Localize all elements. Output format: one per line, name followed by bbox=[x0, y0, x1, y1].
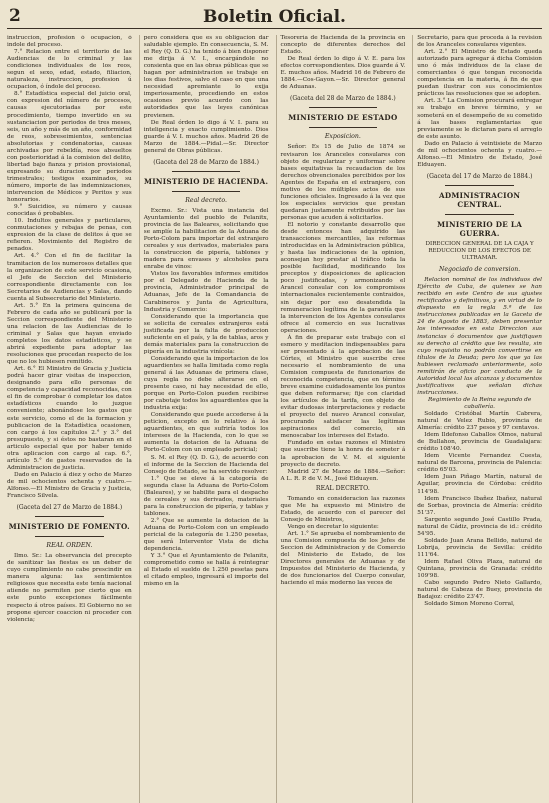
subheading-real-decreto: REAL DECRETO. bbox=[315, 484, 370, 492]
paragraph: Considerando que la importancia que se solicita de cereales extranjeros está justificada por la falta de produccion suficiente en el país, y la de tablas, aros y demás materiales para la construccion de pipería en la industria vinícola: bbox=[143, 313, 269, 355]
paragraph: 2.° Que se aumente la dotacion de la Aduana de Porto-Colom con un empleado pericial de la categoría de 1.250 pesetas, que será Interventor Vista de dicha dependencia. bbox=[143, 517, 269, 553]
page-header bbox=[7, 6, 542, 29]
column-4 bbox=[412, 35, 542, 803]
section-heading-hacienda: MINISTERIO DE HACIENDA. bbox=[143, 176, 269, 186]
subheading-direccion: DIRECCION GENERAL DE LA CAJA Y REDUCCION DE LOS EFECTOS DE ULTRAMAR. bbox=[425, 240, 534, 262]
paragraph: instruccion, profesion ó ocupacion, ó indole del proceso. bbox=[7, 35, 132, 49]
paragraph: S. M. el Rey (Q. D. G.), de acuerdo con el informe de la Seccion de Hacienda del Consejo de Estado, se ha servido resolver: bbox=[143, 454, 269, 475]
subheading-exposicion: Exposicion. bbox=[324, 133, 361, 141]
section-heading-estado: MINISTERIO DE ESTADO bbox=[288, 113, 398, 123]
gazette-reference: (Gaceta del 17 de Marzo de 1884.) bbox=[426, 172, 533, 180]
paragraph: Art. 6.° El Ministro de Gracia y Justicia podrá hacer girar visitas de inspeccion, designando para ello personas de competencia y capacidad reconocidas, con el fin de comprobar ó completar los datos estadísticos cuando lo juzgue conveniente; abonándose los gastos que este servicio, como el de la formacion y publicacion de la Estadística ocasionen, con cargo á los capítulos 2.° y 3.° del presupuesto, y si éstos no bastaran en el articulo especial que por haber tenido otra aplicacion con cargo al cap. 6.°, artículo 5.° de gastos reservados de la Administracion de justicia. bbox=[7, 366, 132, 471]
paragraph: Á fin de preparar este trabajo con el esmero y meditacion indispensables para ser presentado á la aprobacion de las Córtes, el Ministro que suscribe cree necesario el nombramiento de una Comision compuesta de funcionarios de reconocida competencia, que en término breve examine cuidadosamente los puntos que deben reformarse; fije con claridad los artículos de la tarifa, con objeto de evitar dudosas interpretaciones y redacte el proyecto del nuevo Arancel consular, procurando satisfacer las legítimas aspiraciones del comercio, sin menoscabar los intereses del Estado. bbox=[280, 334, 406, 440]
paragraph: De Real órden lo digo á V. I. para su inteligencia y exacto cumplimiento. Dios guarde á V. I. muchos años. Madrid 26 de Marzo de 1884.—Pidal.—Sr. Director general de Obras públicas. bbox=[143, 119, 269, 154]
paragraph: Sargento segundo José Castillo Prada, natural de Cádiz, provincia de id.: crédito 54'95. bbox=[417, 516, 542, 537]
paragraph: Art. 3.° La Comision procurará entregar su trabajo en breve término, y se someterá en el desempeño de su cometido á las bases reglamentarias que previamente se le dictaran para el arreglo de este asunto. bbox=[417, 98, 542, 140]
page-number: 2 bbox=[9, 6, 21, 26]
paragraph: Madrid 27 de Marzo de 1884.—Señor: A L. R. P. de V. M., José Elduayen. bbox=[280, 468, 406, 482]
paragraph: Idem Francisco Ibañez Ibañez, natural de Sorbas, provincia de Almería: crédito 51'37. bbox=[417, 495, 542, 516]
column-1 bbox=[7, 35, 132, 803]
gazette-reference: (Gaceta del 28 de Marzo de 1884.) bbox=[290, 95, 396, 103]
paragraph: Idem Rafael Oliva Plaza, natural de Quintana, provincia de Granada: crédito 109'98. bbox=[417, 559, 542, 580]
paragraph: Regimiento de la Reina segundo de caballería. bbox=[427, 396, 532, 410]
divider bbox=[172, 171, 241, 172]
section-heading-administracion: ADMINISTRACION CENTRAL. bbox=[438, 190, 521, 209]
paragraph: Señor: Es 15 de Julio de 1874 se revisaron los Aranceles consulares con objeto de regularizar y uniformar sobre bases equitativas la recaudacion de los derechos obvencionales percibidos por los Agentes de España en el extranjero, con motivo de los múltiples actos de sus funciones oficiales. Ingresado á la vez que los especiales servicios que prestan quedaran justamente retribuidos por las personas que acuden á solicitarlos. bbox=[280, 144, 406, 221]
paragraph: Idem Ildefonso Caballos Olmos, natural de Bullahon, provincia de Guadalajara: crédito 108'40. bbox=[417, 432, 542, 453]
paragraph: Art. 2.° El Ministro de Estado queda autorizado para agregar á dicha Comision uno ó más individuos de la clase de comerciantes ó que tengan reconocida competencia en la materia, á fin de que puedan ilustrar con sus conocimientos prácticos las resoluciones que se adopten. bbox=[417, 49, 542, 98]
subheading-real-orden: REAL ORDEN. bbox=[46, 542, 93, 550]
text-columns bbox=[7, 35, 542, 803]
paragraph: Fundado en estas razones el Ministro que suscribe tiene la honra de someter á la aprobacion de V. M. el siguiente proyecto de decreto. bbox=[280, 440, 406, 468]
paragraph: 7.° Relacion entre el territorio de las Audiencias de lo criminal y las condiciones individuales de los reos, segun el sexo, edad, estado, filiacion, naturaleza, instruccion, profesion ú ocupacion, ó índole del proceso. bbox=[7, 49, 132, 91]
paragraph: Y 3.° Que el Ayuntamiento de Felanitx, comprometido como se halla á reintegrar al Estado el sueldo de 1.250 pesetas para el citado empleo, ingresará el importe del mismo en la bbox=[143, 553, 269, 588]
gazette-reference: (Gaceta del 28 de Marzo de 1884.) bbox=[153, 158, 259, 166]
paragraph: Considerando que puede accederse á la peticion, excepto en lo relativo á los aguardientes, en que sufriría todos los intereses de la Hacienda, con lo que se aumenta la dotacion de la Aduana de Porto-Colom con un empleado pericial; bbox=[143, 412, 269, 454]
paragraph: 8.° Estadística especial del juicio oral, con expresion del número de procesos, causas ejecutoriadas por este procedimiento, tiempo invertido en su sustanciacion por periodos de tres meses, seis, un año y más de un año, conformidad de reos, sobreseimientos, sentencias absolutorias y condenatorias, causas archivadas por rebeldía, reos absueltos con posterioridad á la comision del delito, libertad bajo fianza y prision provisional, expresando su duracion por periodos trimestrales; testigos examinados, su número, importe de las indemnizaciones, intervencion de Médicos y Peritos y sus honorarios. bbox=[7, 91, 132, 204]
paragraph: 9.° Suicidios, su número y causas conocidas ó probables. bbox=[7, 204, 132, 218]
gazette-reference: (Gaceta del 27 de Marzo de 1884.) bbox=[16, 504, 123, 512]
paragraph: Relacion nominal de los individuos del Ejército de Cuba, de quienes se han recibido en este Centro de sus ajustes rectificados y definitivos, y en virtud de lo dispuesto en la regla 5.ª de las instrucciones publicadas en la Gaceta de 24 de Agosto de 1883, deben presentar los interesados en esta Direccion sus instancias ó documentos que justifiquen su derecho al crédito que les resulta, sin cuyo requisito no podrán convertirse en títulos de la Deuda; pero los que ya las hubiesen reclamado anteriormente, solo remitirán de oficio por conducto de la Autoridad local las alcanzas y documentos justificativos que señalan dichas instrucciones. bbox=[417, 277, 542, 396]
paragraph: Dado en Palacio á diez y ocho de Marzo de mil ochocientos ochenta y cuatro.—Alfonso.—El Ministro de Gracia y Justicia, Francisco Silvela. bbox=[7, 471, 132, 500]
paragraph: De Real órden lo digo á V. E. para los efectos correspondientes. Dios guarde á V. E. muchos años. Madrid 16 de Febrero de 1884.—Cos-Gayon.—Sr. Director general de Aduanas. bbox=[280, 56, 406, 91]
paragraph: Vistos los favorables informes emitidos por el Delegado de Hacienda de la provincia, Administrador principal de Aduanas, Jefe de la Comandancia de Carabineros y Junta de Agricultura, Industria y Comercio: bbox=[143, 271, 269, 313]
divider bbox=[309, 127, 378, 128]
paragraph: Soldado Cristóbal Martín Cabrera, natural de Velez Rubio, provincia de Almería: crédito 237 pesos y 97 centavos. bbox=[417, 411, 542, 432]
paragraph: Art. 5.° En la primera quincena de Febrero de cada año se publicará por la Seccion correspondiente del Ministerio una relacion de las Audiencias de lo criminal y Salas que hayan enviado completos los datos estadísticos, y se abrirá expediente para adoptar las resoluciones que procedan respecto de los que no los hubiesen remitido. bbox=[7, 302, 132, 366]
paragraph: Art. 4.° Con el fin de facilitar la tramitacion de los numerosos detalles que la organizacion de este servicio ocasiona, el Jefe de Seccion del Ministerio correspondiente directamente con los Secretarios de Audiencias y Salas, dando cuenta al Subsecretario del Ministerio. bbox=[7, 253, 132, 302]
paragraph: Idem Juan Piñago Martín, natural de Aguilar, provincia de Córdoba: crédito 114'98. bbox=[417, 474, 542, 495]
paragraph: Considerando que la importacion de los aguardientes se halla limitada como regla general á las Aduanas de primera clase, cuya regla no debe alterarse en el presente caso, ni hay necesidad de ello, porque en Porto-Colon pueden recibirse por cabotaje todos los aguardientes que la industria exija: bbox=[143, 355, 269, 412]
paragraph: El notorio y constante desarrollo que desde entonces han adquirido las transacciones mercantiles, las reformas introducidas en la Administracion pública, y hasta las indicaciones de la opinion, aconsejan hoy prestar al tráfico toda la posible facilidad, modificando los preceptos y disposiciones de aplicacion poco justificadas, y armonizando el Arancel consular con los compromisos internacionales recientemente contraidos, sin dejar por eso desatendida la remuneracion legítima de la garantía que la intervencion de los Agentes consulares ofrece al comercio en sus lucrativas operaciones. bbox=[280, 221, 406, 334]
section-heading-guerra: MINISTERIO DE LA GUERRA. bbox=[437, 219, 523, 238]
divider bbox=[172, 191, 241, 192]
divider bbox=[35, 516, 104, 517]
paragraph: Dado en Palacio á veintisiete de Marzo de mil ochocientos ochenta y cuatro.—Alfonso.—El Ministro de Estado, José Elduayen. bbox=[417, 140, 542, 168]
divider bbox=[309, 107, 378, 108]
paragraph: Idem Vicente Fernandez Cuesta, natural de Barcena, provincia de Palencia: crédito 65'03. bbox=[417, 453, 542, 474]
paragraph: Tomando en consideracion las razones que Me ha expuesto mi Ministro de Estado, de acuerdo con el parecer del Consejo de Ministros, bbox=[280, 495, 406, 523]
divider bbox=[445, 185, 514, 186]
paragraph: Tesorería de Hacienda de la provincia en concepto de diferentes derechos del Estado. bbox=[280, 35, 406, 56]
paragraph: 10. Indultos generales y particulares, conmutaciones y rebajas de penas, con expresion de la clase de delitos á que se refieren. Movimiento del Registro de penados. bbox=[7, 218, 132, 253]
divider bbox=[445, 214, 514, 215]
column-3 bbox=[276, 35, 406, 803]
journal-title: Boletin Oficial. bbox=[203, 7, 346, 27]
paragraph: Art. 1.° Se aprueba el nombramiento de una Comision compuesta de los Jefes de Seccion de Administracion y de Comercio del Ministerio de Estado, de los Directores generales de Aduanas y de Impuestos del Ministerio de Hacienda, y de dos funcionarios del Cuerpo consular, haciendo el más moderno las veces de bbox=[280, 531, 406, 587]
paragraph: Secretario, para que proceda á la revision de los Aranceles consulares vigentes. bbox=[417, 35, 542, 49]
paragraph: Soldado Simon Moreno Corral, bbox=[424, 601, 515, 608]
column-2 bbox=[139, 35, 269, 803]
paragraph: Soldado Juan Arana Bellido, natural de Lobrija, provincia de Sevilla: crédito 111'64. bbox=[417, 537, 542, 558]
paragraph: pero considera que es su obligacion dar saludable ejemplo. En consecuencia, S. M. el Rey (Q. D. G.) ha tenido á bien disponer me dirija á V. I., encargándole no consienta que en las obras públicas que se hagan por administracion se trabaje en los dias festivos, salvo el caso en que una necesidad apremiante lo exija imperiosamente, procediendo en estos ocasiones previo acuerdo con las autoridades que las leyes canónicas previenen. bbox=[143, 35, 269, 119]
paragraph: Ilmo. Sr.: La observancia del precepto de sanitizar las fiestas es un deber de cuyo cumplimiento no cabe prescindir en manera alguna: las sentimientos religiosos que necesita este tenía nacional atiende no permiten por cierto que en este punto excepciones fácilmente respecto á otros países. El Gobierno no se propone ejercer coaccion ni proceder con violencia; bbox=[7, 553, 132, 623]
subheading-negociado: Negociado de conversion. bbox=[438, 266, 521, 274]
paragraph: Cabo segundo Pedro Nieto Gallardo, natural de Cabeza de Buey, provincia de Badajoz: crédito 23'47. bbox=[417, 580, 542, 601]
paragraph: 1.° Que se eleve á la categoría de segunda clase la Aduana de Porto-Colom (Baleares), y se habilite para el despacho de cereales y sus derivados, materiales para la construccion de pipería, y tablas y tablones. bbox=[143, 475, 269, 517]
subheading-real-decreto: Real decreto. bbox=[185, 196, 227, 204]
divider bbox=[35, 536, 104, 537]
section-heading-fomento: MINISTERIO DE FOMENTO. bbox=[8, 522, 130, 532]
paragraph: Vengo en decretar lo siguiente: bbox=[287, 523, 379, 530]
paragraph: Excmo. Sr.: Vista una instancia del Ayuntamiento del pueblo de Felanitx, provincia de las Baleares, solicitando que se amplíe la habilitacion de la Aduana de Porto-Colom para importar del extranjero cereales y sus derivados, materiales para la construccion de pipería, tablones y madera para envases y alcoholes para enrabe de vinos: bbox=[143, 207, 269, 271]
